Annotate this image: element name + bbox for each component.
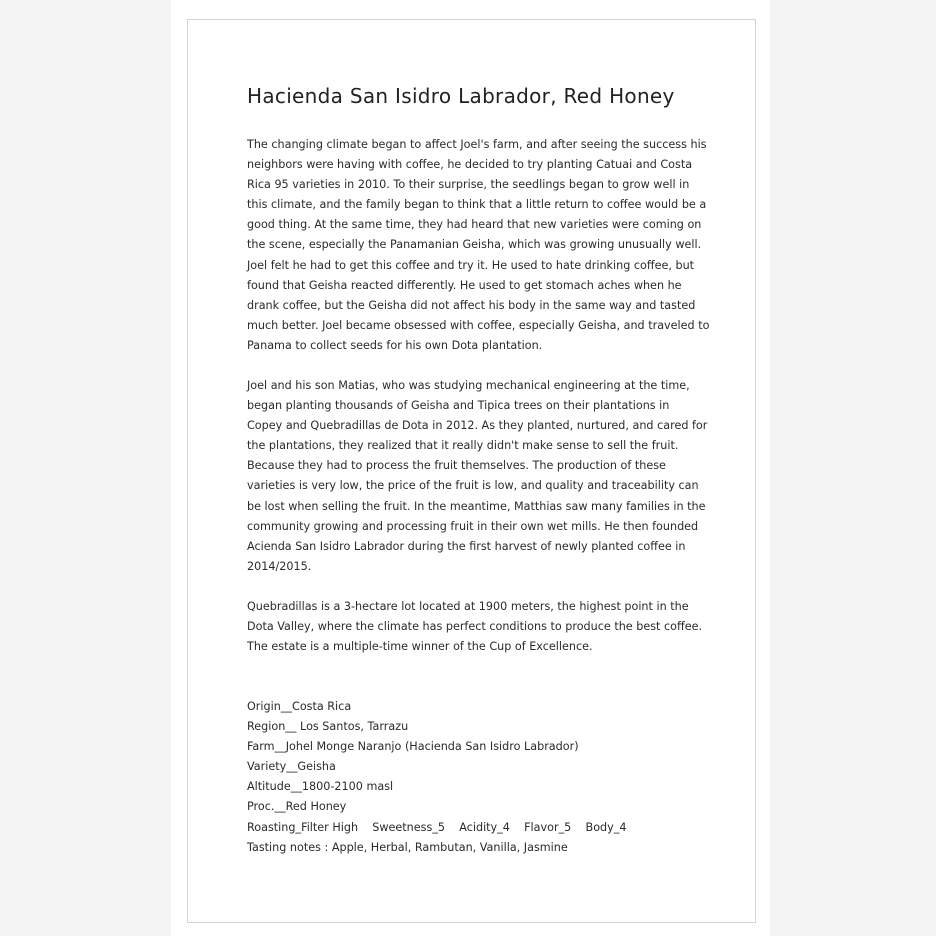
text-line: the plantations, they realized that it really didn't make sense to sell the fruit. [247,439,679,453]
text-line: Region__ Los Santos, Tarrazu [247,720,409,734]
text-line: Joel felt he had to get this coffee and try it. He used to hate drinking coffee, but [247,258,695,272]
text-line: be lost when selling the fruit. In the meantime, Matthias saw many families in the [247,499,706,513]
text-line: Variety__Geisha [247,760,336,774]
text-line: Tasting notes : Apple, Herbal, Rambutan, Vanilla, Jasmine [247,840,568,854]
text-line: Roasting_Filter High Sweetness_5 Acidity_4 Flavor_5 Body_4 [247,820,627,834]
text-line: the scene, especially the Panamanian Geisha, which was growing unusually well. [247,238,702,252]
text-line: Quebradillas is a 3-hectare lot located at 1900 meters, the highest point in the [247,600,689,613]
text-line: varieties is very low, the price of the fruit is low, and quality and traceability can [247,479,699,493]
text-line: drank coffee, but the Geisha did not affect his body in the same way and tasted [247,298,696,312]
text-line: 2014/2015. [247,559,312,573]
text-line: Dota Valley, where the climate has perfect conditions to produce the best coffee. [247,620,703,634]
text-line: Panama to collect seeds for his own Dota plantation. [247,338,543,352]
text-line: much better. Joel became obsessed with coffee, especially Geisha, and traveled to [247,318,710,332]
text-line: Copey and Quebradillas de Dota in 2012. As they planted, nurtured, and cared for [247,419,708,433]
coffee-specs [247,697,626,858]
text-line: Farm__Johel Monge Naranjo (Hacienda San Isidro Labrador) [247,740,579,754]
paragraph-1 [247,135,709,356]
text-line: Origin__Costa Rica [247,700,352,713]
text-line: neighbors were having with coffee, he decided to try planting Catuai and Costa [247,158,693,172]
text-line: Acienda San Isidro Labrador during the first harvest of newly planted coffee in [247,539,686,553]
text-line: Altitude__1800-2100 masl [247,780,394,794]
text-line: Rica 95 varieties in 2010. To their surprise, the seedlings began to grow well in [247,178,690,192]
document-title: Hacienda San Isidro Labrador, Red Honey [247,84,675,108]
text-line: Joel and his son Matias, who was studying mechanical engineering at the time, [247,379,690,392]
text-line: this climate, and the family began to think that a little return to coffee would be a [247,198,707,212]
text-line: Proc.__Red Honey [247,800,347,814]
text-line: began planting thousands of Geisha and Tipica trees on their plantations in [247,399,670,413]
text-line: The changing climate began to affect Joel's farm, and after seeing the success his [247,138,707,151]
text-line: found that Geisha reacted differently. He used to get stomach aches when he [247,278,682,292]
paragraph-3 [247,597,702,657]
text-line: community growing and processing fruit in their own wet mills. He then founded [247,519,699,533]
paragraph-2 [247,376,707,577]
text-line: The estate is a multiple-time winner of the Cup of Excellence. [247,640,593,654]
text-line: good thing. At the same time, they had heard that new varieties were coming on [247,218,702,232]
text-line: Because they had to process the fruit themselves. The production of these [247,459,666,473]
